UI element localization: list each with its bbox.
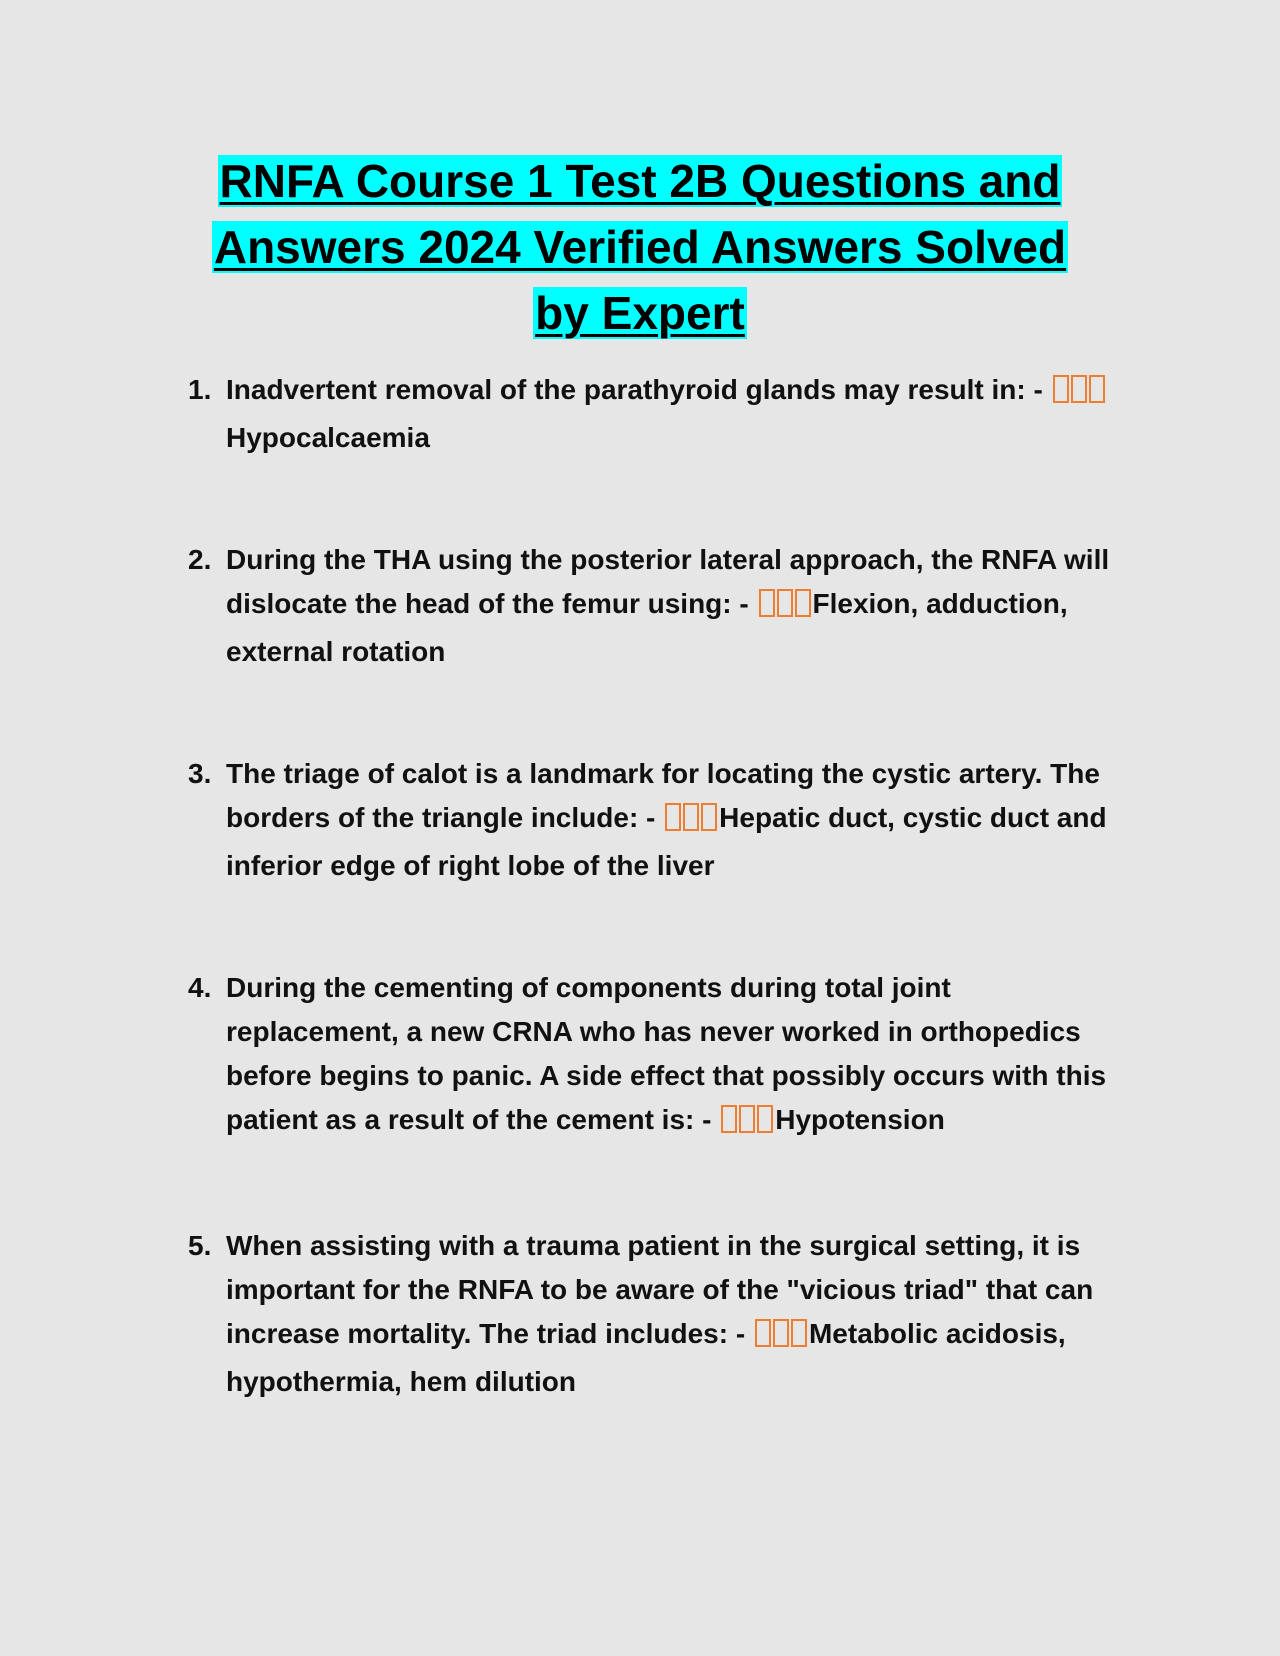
question-number: 1.	[188, 374, 212, 405]
missing-glyph-icon	[721, 1102, 775, 1146]
question-text: The triage of calot is a landmark for locating the cystic artery. The borders of the triangle include: -	[226, 758, 1100, 833]
question-item-2	[188, 538, 1128, 674]
question-body	[226, 752, 1128, 888]
answer-text: Metabolic acidosis, hypothermia, hem dilution	[226, 1318, 1066, 1397]
title-highlight: RNFA Course 1 Test 2B Questions and Answers 2024 Verified Answers Solved by Expert	[213, 155, 1067, 339]
answer-text: Hepatic duct, cystic duct and inferior edge of right lobe of the liver	[226, 802, 1107, 881]
question-number: 4.	[188, 972, 212, 1003]
question-item-5	[188, 1224, 1128, 1404]
question-item-4	[188, 966, 1128, 1146]
question-body	[226, 1224, 1128, 1404]
answer-text: Hypocalcaemia	[226, 422, 430, 453]
question-body	[226, 538, 1128, 674]
missing-glyph-icon	[665, 800, 719, 844]
question-number: 3.	[188, 758, 212, 789]
missing-glyph-icon	[759, 586, 813, 630]
page-title	[200, 148, 1080, 346]
question-body	[226, 966, 1128, 1146]
question-body	[226, 368, 1128, 460]
answer-text: Hypotension	[775, 1104, 945, 1135]
question-list	[188, 368, 1128, 1482]
title-block	[200, 148, 1080, 346]
question-number: 5.	[188, 1230, 212, 1261]
question-text: Inadvertent removal of the parathyroid glands may result in: -	[226, 374, 1043, 405]
question-number: 2.	[188, 544, 212, 575]
answer-text: Flexion, adduction, external rotation	[226, 588, 1068, 667]
question-item-3	[188, 752, 1128, 888]
question-item-1	[188, 368, 1128, 460]
question-text: During the cementing of components during total joint replacement, a new CRNA who has never worked in orthopedics before begins to panic. A side effect that possibly occurs with this patient as a result of the cement is: -	[226, 972, 1107, 1135]
missing-glyph-icon	[755, 1316, 809, 1360]
question-text: When assisting with a trauma patient in the surgical setting, it is important for the RNFA to be aware of the "vicious triad" that can increase mortality. The triad includes: -	[226, 1230, 1094, 1349]
question-text: During the THA using the posterior lateral approach, the RNFA will dislocate the head of the femur using: -	[226, 544, 1110, 619]
missing-glyph-icon	[1053, 372, 1107, 416]
